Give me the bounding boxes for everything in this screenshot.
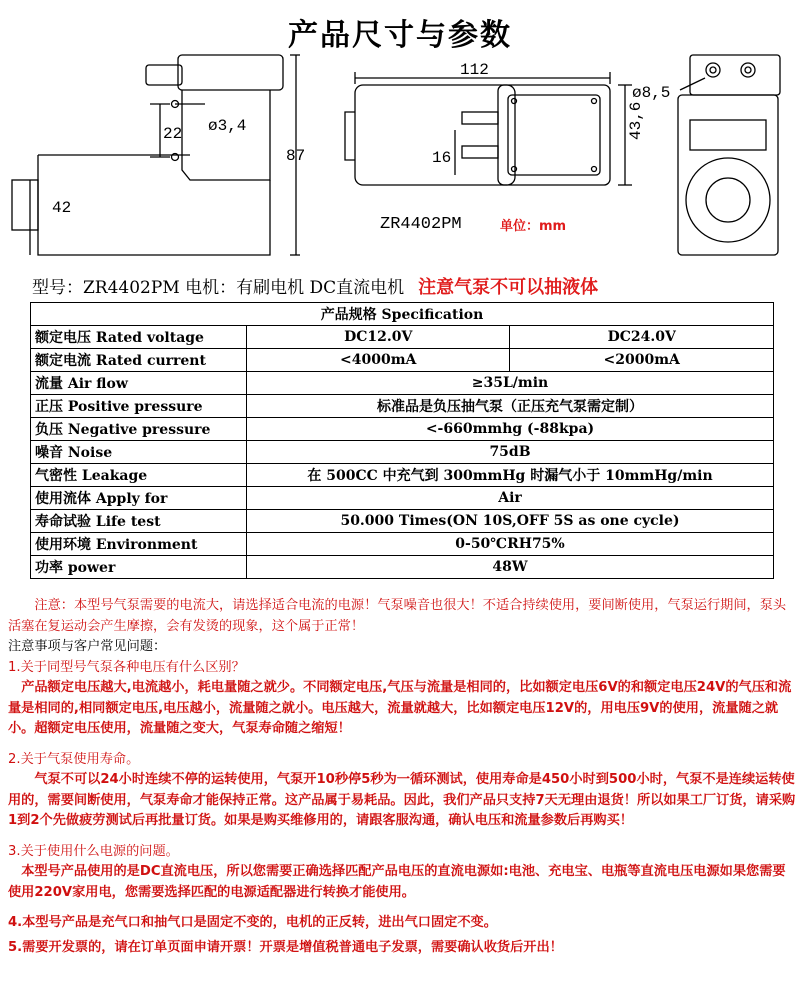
table-row [31, 418, 774, 441]
side-view-motor [38, 155, 270, 255]
q5: 5.需要开发票的，请在订单页面申请开票！开票是增值税普通电子发票，需要确认收货后开出！ [8, 939, 563, 955]
q4: 4.本型号产品是充气口和抽气口是固定不变的，电机的正反转，进出气口固定不变。 [8, 915, 497, 930]
side-view-head [178, 55, 283, 90]
row-label: 使用环境 Environment [31, 533, 247, 556]
spec-table [30, 302, 774, 579]
table-row [31, 556, 774, 579]
row-value: Air [247, 487, 774, 510]
row-value: 48W [247, 556, 774, 579]
row-label: 气密性 Leakage [31, 464, 247, 487]
spec-header: 产品规格 Specification [31, 303, 774, 326]
top-view-body [355, 85, 515, 185]
dim-hole-small: ø3,4 [208, 117, 247, 135]
table-row [31, 326, 774, 349]
dim-port: ø8,5 [632, 84, 671, 102]
side-view-port [146, 65, 182, 85]
front-view-head [690, 55, 780, 95]
faq-title: 注意事项与客户常见问题： [8, 639, 167, 654]
row-value: <-660mmhg (-88kpa) [247, 418, 774, 441]
front-view-body [678, 95, 778, 255]
q2-body: 气泵不可以24小时连续不停的运转使用，气泵开10秒停5秒为一循环测试，使用寿命是450小时到500小时，气泵不是连续运转使用的，需要间断使用，气泵寿命才能保持正常。这产品属于易耗品。因此，我们产品只支持7天无理由退货！所以如果工厂订货，请采购1到2个先做疲劳测试后再批量订货。如果是购买维修用的，请跟客服沟通，确认电压和流量参数后再购买！ [8, 772, 796, 828]
row-value-24v: <2000mA [510, 349, 774, 372]
q3-title: 3.关于使用什么电源的问题。 [8, 843, 179, 859]
table-row [31, 487, 774, 510]
model-line [32, 273, 598, 299]
dim-42: 42 [52, 199, 72, 217]
row-value: 0-50℃RH75% [247, 533, 774, 556]
q1-title: 1.关于同型号气泵各种电压有什么区别？ [8, 659, 245, 675]
row-label: 寿命试验 Life test [31, 510, 247, 533]
dim-43-6: 43,6 [627, 101, 645, 140]
model-text: 型号：ZR4402PM 电机：有刷电机 DC直流电机 [32, 278, 405, 298]
dim-16: 16 [432, 149, 452, 167]
table-row [31, 464, 774, 487]
dim-112: 112 [460, 61, 489, 79]
table-row [31, 441, 774, 464]
table-row [31, 510, 774, 533]
row-label: 额定电压 Rated voltage [31, 326, 247, 349]
row-label: 负压 Negative pressure [31, 418, 247, 441]
dimension-drawing [0, 0, 800, 270]
current-warning: 注意：本型号气泵需要的电流大，请选择适合电流的电源！气泵噪音也很大！不适合持续使用，要间断使用，气泵运行期间，泵头活塞在复运动会产生摩擦，会有发烫的现象，这个属于正常！ [8, 598, 787, 634]
row-value: 标准品是负压抽气泵（正压充气泵需定制） [247, 395, 774, 418]
liquid-warning: 注意气泵不可以抽液体 [418, 277, 599, 298]
table-row [31, 372, 774, 395]
row-value-12v: DC12.0V [247, 326, 510, 349]
row-label: 噪音 Noise [31, 441, 247, 464]
table-row [31, 533, 774, 556]
row-label: 功率 power [31, 556, 247, 579]
q3-body: 本型号产品使用的是DC直流电压，所以您需要正确选择匹配产品电压的直流电源如:电池、充电宝、电瓶等直流电压电源如果您需要使用220V家用电，您需要选择匹配的电源适配器进行转换才能使用。 [8, 864, 786, 900]
notes-section [8, 596, 798, 958]
q2-title: 2.关于气泵使用寿命。 [8, 751, 140, 767]
dim-22: 22 [163, 125, 183, 143]
row-value: 50.000 Times(ON 10S,OFF 5S as one cycle) [247, 510, 774, 533]
row-label: 正压 Positive pressure [31, 395, 247, 418]
q1-body: 产品额定电压越大,电流越小，耗电量随之就少。不同额定电压,气压与流量是相同的，比如额定电压6V的和额定电压24V的气压和流量是相同的,相同额定电压,电压越小，流量随之就小。电压越大，流量就越大，比如额定电压12V的，用电压9V的使用，流量随之就小。超额定电压使用，流量随之变大，气泵寿命随之缩短！ [8, 680, 792, 736]
page-title: 产品尺寸与参数 [288, 18, 512, 53]
top-view-port-1 [462, 112, 498, 124]
front-view-motor [686, 158, 770, 242]
unit-label: 单位：mm [500, 219, 567, 234]
row-value-12v: <4000mA [247, 349, 510, 372]
table-row [31, 349, 774, 372]
side-view-connector [12, 180, 38, 230]
top-view-port-2 [462, 146, 498, 158]
row-value: 75dB [247, 441, 774, 464]
model-label: ZR4402PM [380, 215, 462, 234]
row-value-24v: DC24.0V [510, 326, 774, 349]
row-value: ≥35L/min [247, 372, 774, 395]
row-label: 使用流体 Apply for [31, 487, 247, 510]
row-label: 额定电流 Rated current [31, 349, 247, 372]
table-row [31, 395, 774, 418]
dim-87: 87 [286, 147, 306, 165]
row-label: 流量 Air flow [31, 372, 247, 395]
row-value: 在 500CC 中充气到 300mmHg 时漏气小于 10mmHg/min [247, 464, 774, 487]
